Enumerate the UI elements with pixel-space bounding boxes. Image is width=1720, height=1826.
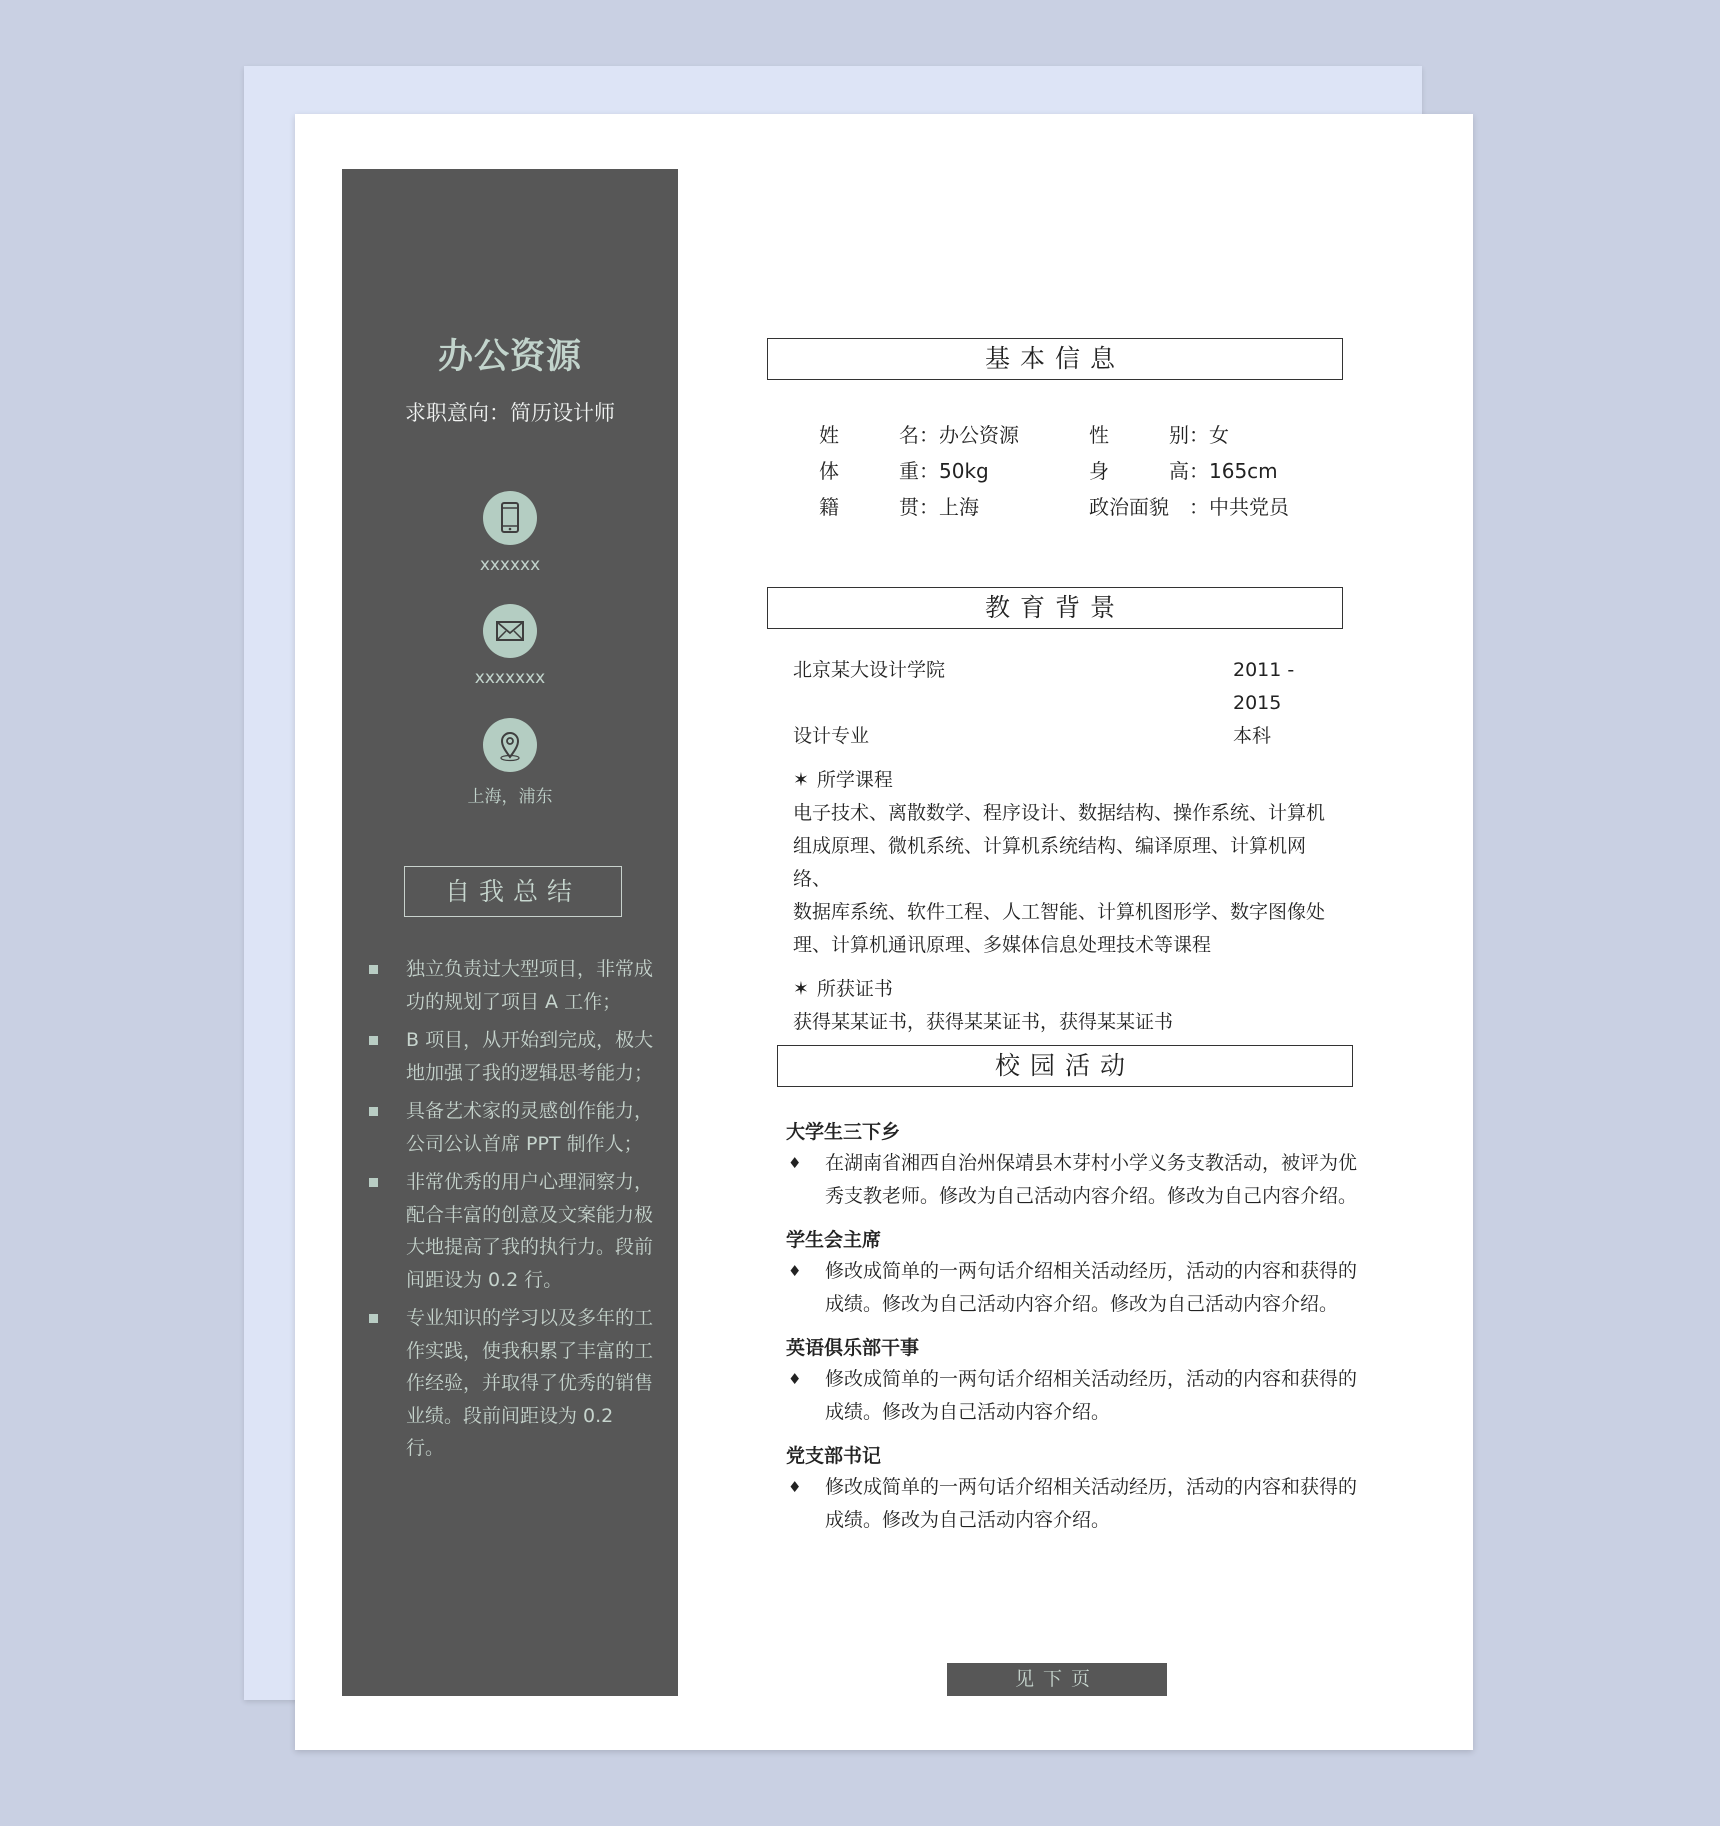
- star-icon: ✶: [793, 978, 809, 1000]
- candidate-name: 办公资源: [437, 337, 582, 377]
- sidebar: [342, 169, 678, 1696]
- courses-heading: ✶ 所学课程: [793, 769, 893, 791]
- square-bullet-icon: [369, 1107, 378, 1116]
- summary-list: [342, 953, 678, 1471]
- name-value: ：办公资源: [919, 423, 1019, 447]
- certs-text: 获得某某证书，获得某某证书，获得某某证书: [793, 1011, 1174, 1033]
- list-item: 专业知识的学习以及多年的工作实践，使我积累了丰富的工作经验，并取得了优秀的销售业绩。段前间距设为 0.2 行。: [342, 1302, 678, 1465]
- activity-title: 大学生三下乡: [786, 1121, 901, 1143]
- square-bullet-icon: [369, 1178, 378, 1187]
- square-bullet-icon: [369, 1036, 378, 1045]
- courses-text: 电子技术、离散数学、程序设计、数据结构、操作系统、计算机 组成原理、微机系统、计算机系统结构、编译原理、计算机网络、 数据库系统、软件工程、人工智能、计算机图形学、数字图像处 理、计算机通讯原理、多媒体信息处理技术等课程: [793, 802, 1326, 956]
- square-bullet-icon: [369, 1314, 378, 1323]
- diamond-bullet-icon: ♦: [788, 1262, 802, 1280]
- list-item: B 项目，从开始到完成，极大地加强了我的逻辑思考能力；: [342, 1024, 678, 1089]
- list-item: 非常优秀的用户心理洞察力，配合丰富的创意及文案能力极大地提高了我的执行力。段前间距设为 0.2 行。: [342, 1166, 678, 1296]
- diamond-bullet-icon: ♦: [788, 1154, 802, 1172]
- hometown-value: ：上海: [919, 495, 979, 519]
- certs-heading: ✶ 所获证书: [793, 978, 893, 1000]
- mail-text: xxxxxxx: [474, 668, 546, 688]
- activity-title: 英语俱乐部干事: [786, 1337, 920, 1359]
- study-years: 2011 - 2015: [1233, 659, 1295, 714]
- height-value: ：165cm: [1189, 459, 1278, 483]
- list-item: 具备艺术家的灵感创作能力，公司公认首席 PPT 制作人；: [342, 1095, 678, 1160]
- contact-location: [342, 718, 678, 807]
- activity-block: 党支部书记 ♦ 修改成简单的一两句话介绍相关活动经历，活动的内容和获得的 成绩。修改为自己活动内容介绍。: [786, 1441, 1371, 1537]
- contact-phone: [342, 491, 678, 575]
- weight-value: ：50kg: [919, 459, 989, 483]
- summary-heading: 自我总结: [404, 866, 622, 917]
- mail-icon: [483, 604, 537, 658]
- major-name: 设计专业: [793, 725, 870, 747]
- diamond-bullet-icon: ♦: [788, 1370, 802, 1388]
- table-row: 体 重 ：50kg 身 高 ：165cm: [819, 453, 1379, 489]
- education-section: [793, 654, 1343, 1039]
- table-row: 籍 贯 ：上海 政治面貌 ：中共党员: [819, 489, 1379, 525]
- activity-title: 学生会主席: [786, 1229, 882, 1251]
- location-text: 上海，浦东: [467, 787, 553, 807]
- activity-block: 英语俱乐部干事 ♦ 修改成简单的一两句话介绍相关活动经历，活动的内容和获得的 成绩。修改为自己活动内容介绍。: [786, 1333, 1371, 1429]
- basic-info-table: [819, 417, 1379, 525]
- activity-block: 大学生三下乡 ♦ 在湖南省湘西自治州保靖县木芽村小学义务支教活动，被评为优 秀支教老师。修改为自己活动内容介绍。修改为自己内容介绍。: [786, 1117, 1371, 1213]
- school-name: 北京某大设计学院: [793, 659, 946, 681]
- activities-heading: 校园活动: [777, 1045, 1353, 1087]
- star-icon: ✶: [793, 769, 809, 791]
- location-icon: [483, 718, 537, 772]
- activities-section: [786, 1117, 1371, 1549]
- phone-text: xxxxxx: [479, 555, 541, 575]
- phone-icon: [483, 491, 537, 545]
- political-value: ：中共党员: [1189, 495, 1289, 519]
- list-item: 独立负责过大型项目，非常成功的规划了项目 A 工作；: [342, 953, 678, 1018]
- activity-block: 学生会主席 ♦ 修改成简单的一两句话介绍相关活动经历，活动的内容和获得的 成绩。修改为自己活动内容介绍。修改为自己活动内容介绍。: [786, 1225, 1371, 1321]
- basic-info-heading: 基本信息: [767, 338, 1343, 380]
- table-row: 姓 名 ：办公资源 性 别 ：女: [819, 417, 1379, 453]
- activity-title: 党支部书记: [786, 1445, 882, 1467]
- education-heading: 教育背景: [767, 587, 1343, 629]
- next-page-button[interactable]: 见下页: [947, 1663, 1167, 1696]
- degree-name: 本科: [1233, 725, 1272, 747]
- gender-value: ：女: [1189, 423, 1229, 447]
- contact-mail: [342, 604, 678, 688]
- square-bullet-icon: [369, 965, 378, 974]
- diamond-bullet-icon: ♦: [788, 1478, 802, 1496]
- job-intent: 求职意向：简历设计师: [405, 401, 615, 425]
- resume-page: [295, 114, 1473, 1750]
